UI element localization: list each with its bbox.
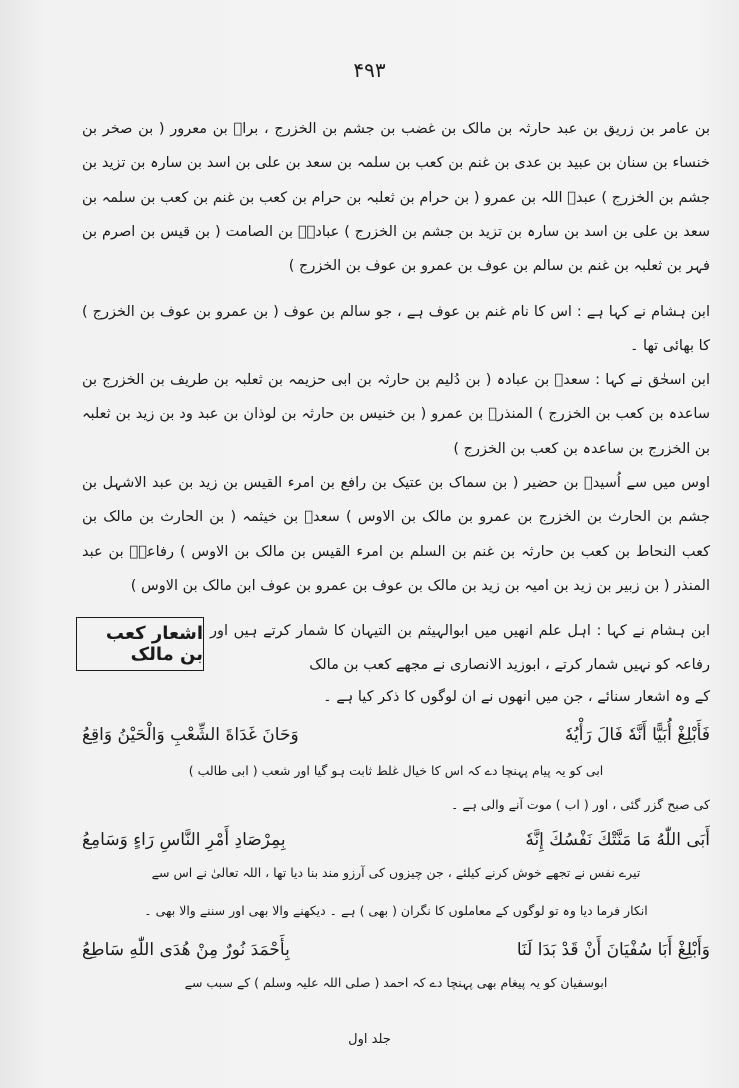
verse-1-left-hemistich: وَحَانَ غَدَاةَ الشِّعْبِ وَالْحَيْنُ وَاقِعُ	[82, 725, 299, 745]
page-footer: جلد اول	[348, 1032, 391, 1047]
paragraph-after-box: کے وہ اشعار سنائے ، جن میں انھوں نے ان لوگوں کا ذکر کیا ہے ۔	[323, 689, 710, 705]
verse-2-right-hemistich: أَبَى اللّٰهُ مَا مَنَّتْكَ نَفْسُكَ إِنَّهٗ	[525, 830, 710, 850]
section-heading: اشعار کعب بن مالک	[105, 623, 203, 665]
verse-3	[82, 935, 710, 965]
paragraph-box-side: ابن ہشام نے کہا : اہل علم انھیں میں ابوالہیثم بن التیہان کا شمار کرتے ہیں اور رفاعہ کو نہیں شمار کرتے ، ابوزید الانصاری نے مجھے کعب بن مالک	[210, 623, 710, 673]
verse-1	[82, 720, 710, 750]
section-heading-box	[76, 617, 204, 671]
paragraph-3: ابن اسحٰق نے کہا : سعدؓ بن عبادہ ( بن دُلیم بن حارثہ بن ابی حزیمہ بن ثعلبہ بن طریف بن الخزرج بن ساعدہ بن کعب بن الخزرج ) المنذرؓ بن عمرو ( بن خنیس بن حارثہ بن لوذان بن عبد ود بن زید بن ثعلبہ بن الخزرج بن ساعدہ بن کعب بن الخزرج )	[82, 372, 710, 457]
verse-2-translation-line-1: تیرے نفس نے تجھے خوش کرنے کیلئے ، جن چیزوں کی آرزو مند بنا دیا تھا ، اللہ تعالیٰ نے اس سے	[151, 865, 641, 880]
verse-1-translation-line-2: کی صبح گزر گئی ، اور ( اب ) موت آنے والی ہے ۔	[451, 797, 710, 812]
verse-2	[82, 825, 710, 855]
verse-1-translation-line-1: ابی کو یہ پیام پہنچا دے کہ اس کا خیال غلط ثابت ہو گیا اور شعب ( ابی طالب )	[188, 763, 604, 778]
verse-2-left-hemistich: بِمِرْصَادِ أَمْرِ النَّاسِ رَاءٍ وَسَامِعُ	[82, 830, 286, 850]
verse-3-right-hemistich: وَأَبْلِغْ أَبَا سُفْيَانَ أَنْ قَدْ بَدَا لَنَا	[516, 940, 710, 960]
paragraph-2: ابن ہشام نے کہا ہے : اس کا نام غنم بن عوف ہے ، جو سالم بن عوف ( بن عمرو بن عوف بن الخزرج ) کا بھائی تھا ۔	[82, 304, 710, 355]
verse-1-right-hemistich: فَأَبْلِغْ أُبَيًّا أَنَّهٗ فَالَ رَأْيُهٗ	[564, 725, 710, 745]
paragraph-4: اوس میں سے اُسیدؓ بن حضیر ( بن سماک بن عتیک بن رافع بن امرء القیس بن زید بن عبد الاشہل بن جشم بن الحارث بن الخزرج بن عمرو بن مالک بن الاوس ) سعدؓ بن خیثمہ ( بن الحارث بن مالک بن کعب النحاط بن کعب بن حارثہ بن غنم بن السلم بن امرء القیس بن مالک بن الاوس ) رفاعہؓ بن عبد المنذر ( بن زبیر بن زید بن امیہ بن زید بن مالک بن عوف بن عمرو بن عوف ابن مالک بن الاوس )	[82, 475, 710, 594]
verse-3-left-hemistich: بِأَحْمَدَ نُورٌ مِنْ هُدَى اللّٰهِ سَاطِعُ	[82, 940, 290, 960]
verse-3-translation-line-1: ابوسفیان کو یہ پیغام بھی پہنچا دے کہ احمد ( صلی اللہ علیہ وسلم ) کے سبب سے	[184, 975, 608, 990]
verse-2-translation-line-2: انکار فرما دیا وہ تو لوگوں کے معاملوں کا نگران ( بھی ) ہے ۔ دیکھنے والا بھی اور سننے والا بھی ۔	[144, 903, 648, 918]
paragraph-1: بن عامر بن زریق بن عبد حارثہ بن مالک بن غضب بن جشم بن الخزرج ، براؓ بن معرور ( بن صخر بن خنساء بن سنان بن عبید بن عدی بن غنم بن کعب بن سلمہ بن سعد بن علی بن اسد بن سارہ بن تزید بن جشم بن الخزرج ) عبدؓ اللہ بن عمرو ( بن حرام بن ثعلبہ بن حرام بن کعب بن غنم بن کعب بن سلمہ بن سعد بن علی بن اسد بن سارہ بن تزید بن جشم بن الخزرج ) عبادہؓ بن الصامت ( بن قیس بن اصرم بن فہر بن ثعلبہ بن غنم بن سالم بن عوف بن عمرو بن عوف بن الخزرج )	[82, 121, 710, 275]
page-number: ۴۹۳	[353, 58, 386, 82]
